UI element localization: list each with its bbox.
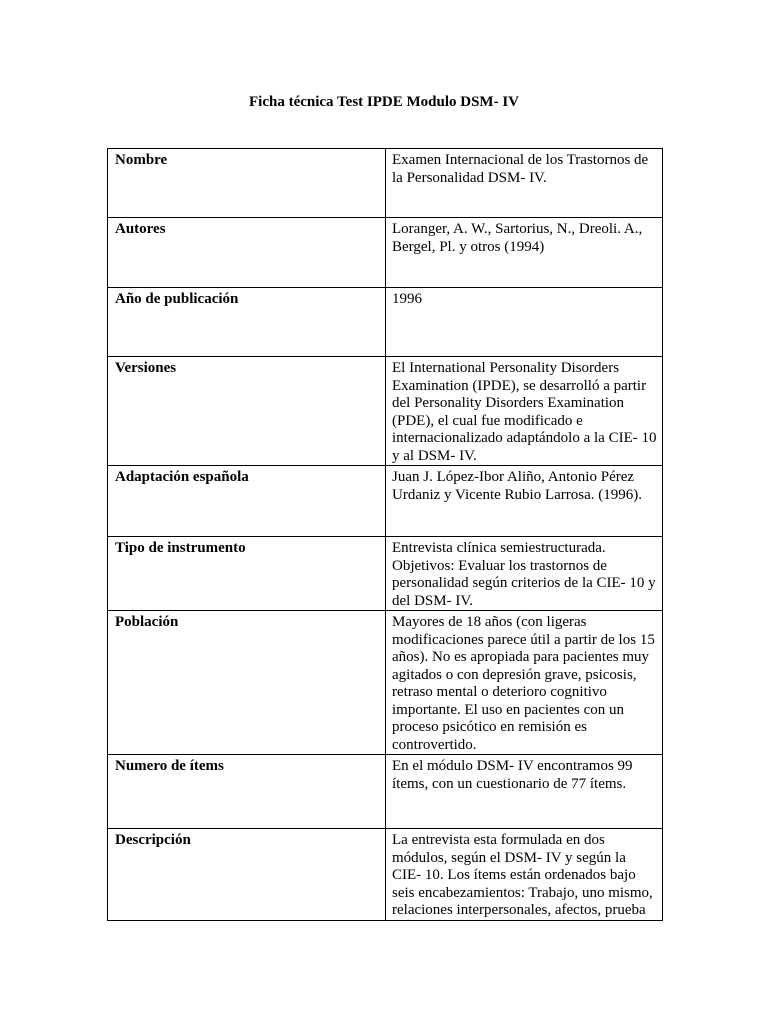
field-value-autores: Loranger, A. W., Sartorius, N., Dreoli. A., Bergel, Pl. y otros (1994) (386, 218, 663, 288)
table-row (108, 149, 663, 218)
field-value-versiones: El International Personality Disorders Examination (IPDE), se desarrolló a partir del Personality Disorders Examination (PDE), el cual fue modificado e internacionalizado adaptándolo a la CIE- 10 y al DSM- IV. (386, 357, 663, 466)
table-row (108, 829, 663, 921)
field-value-adaptacion-espanola: Juan J. López-Ibor Aliño, Antonio Pérez Urdaniz y Vicente Rubio Larrosa. (1996). (386, 466, 663, 537)
field-label-ano-publicacion: Año de publicación (108, 288, 386, 357)
field-label-numero-items: Numero de ítems (108, 755, 386, 829)
table-row (108, 218, 663, 288)
document-title: Ficha técnica Test IPDE Modulo DSM- IV (249, 94, 519, 110)
table-row (108, 466, 663, 537)
table-row (108, 288, 663, 357)
table-row (108, 357, 663, 466)
field-label-nombre: Nombre (108, 149, 386, 218)
field-value-descripcion: La entrevista esta formulada en dos módulos, según el DSM- IV y según la CIE- 10. Los ítems están ordenados bajo seis encabezamientos: Trabajo, uno mismo, relaciones interpersonales, afectos, prueba (386, 829, 663, 921)
table-row (108, 755, 663, 829)
field-value-poblacion: Mayores de 18 años (con ligeras modificaciones parece útil a partir de los 15 años). No es apropiada para pacientes muy agitados o con depresión grave, psicosis, retraso mental o deterioro cognitivo importante. El uso en pacientes con un proceso psicótico en remisión es controvertido. (386, 611, 663, 755)
technical-sheet-table (107, 148, 663, 921)
field-value-numero-items: En el módulo DSM- IV encontramos 99 ítems, con un cuestionario de 77 ítems. (386, 755, 663, 829)
field-label-descripcion: Descripción (108, 829, 386, 921)
field-label-versiones: Versiones (108, 357, 386, 466)
field-value-nombre: Examen Internacional de los Trastornos de la Personalidad DSM- IV. (386, 149, 663, 218)
table-row (108, 537, 663, 611)
field-label-tipo-instrumento: Tipo de instrumento (108, 537, 386, 611)
field-label-adaptacion-espanola: Adaptación española (108, 466, 386, 537)
table-row (108, 611, 663, 755)
field-value-tipo-instrumento: Entrevista clínica semiestructurada. Objetivos: Evaluar los trastornos de personalidad según criterios de la CIE- 10 y del DSM- IV. (386, 537, 663, 611)
field-label-autores: Autores (108, 218, 386, 288)
field-label-poblacion: Población (108, 611, 386, 755)
field-value-ano-publicacion: 1996 (386, 288, 663, 357)
